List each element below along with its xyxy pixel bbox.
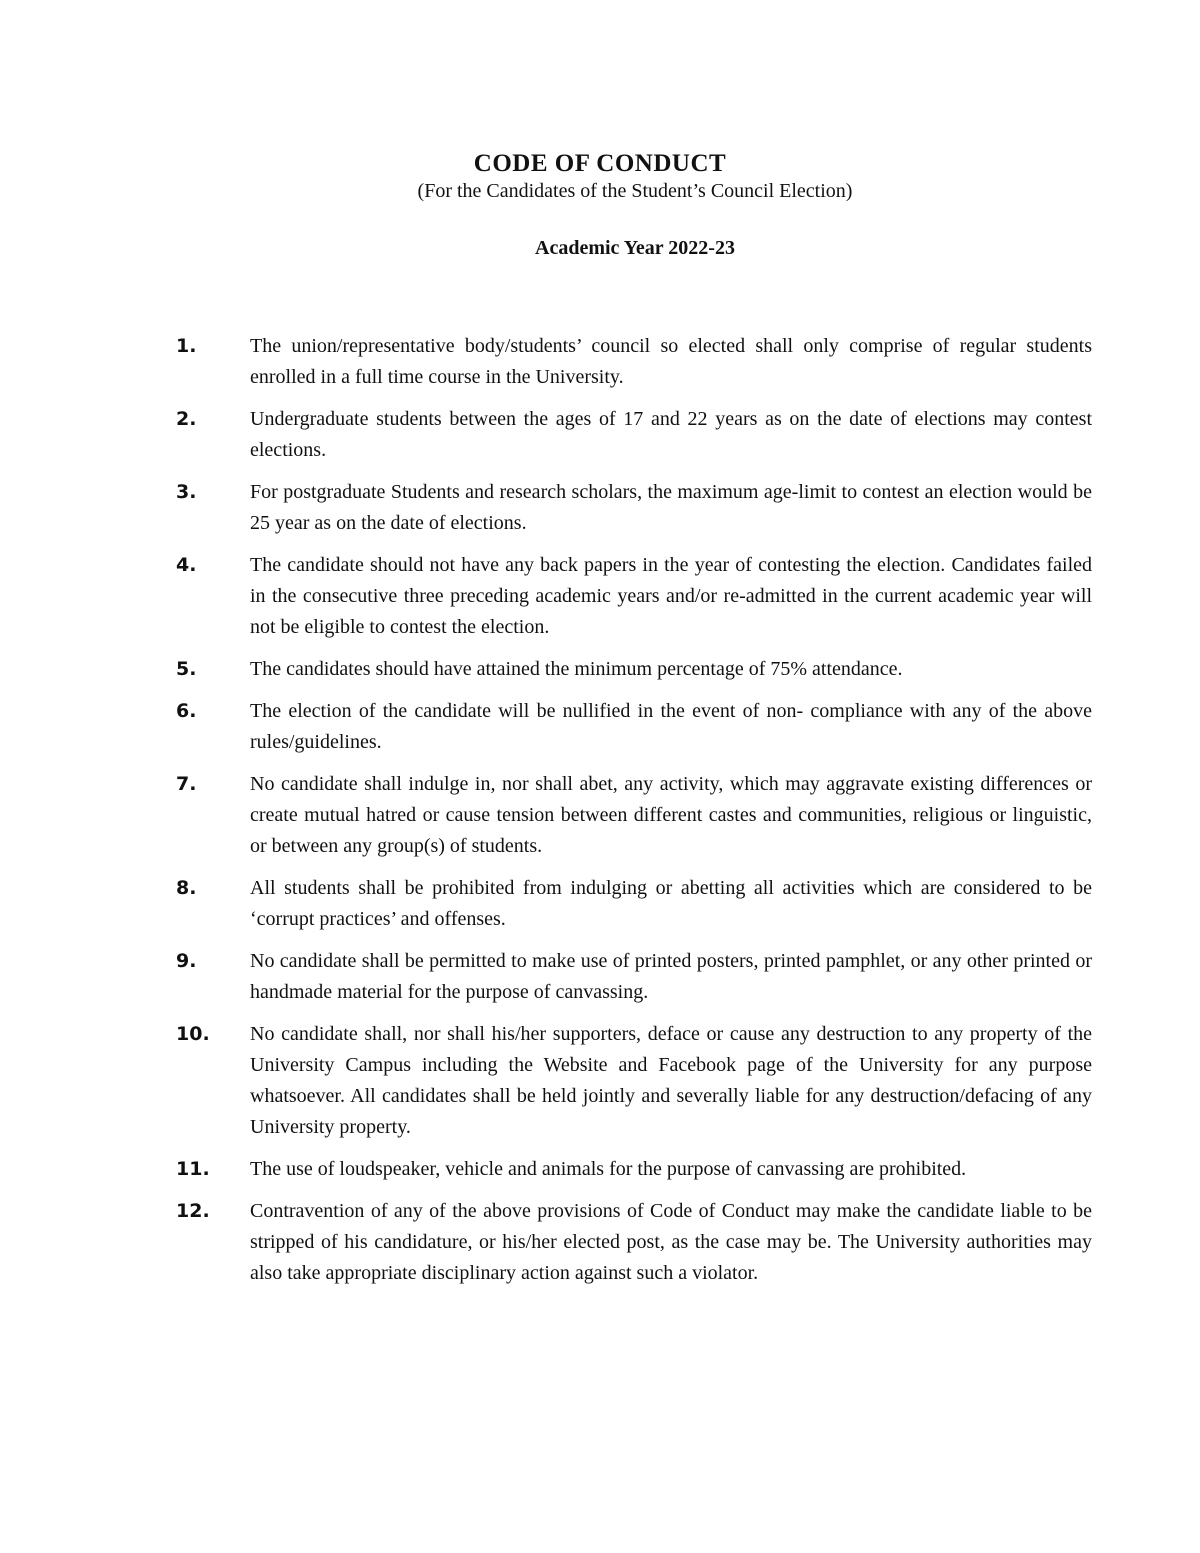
rule-number: 8. xyxy=(176,877,197,899)
rule-number: 10. xyxy=(176,1023,210,1045)
rule-text: The election of the candidate will be nullified in the event of non- compliance with any of the above rules/guidelines. xyxy=(250,700,1092,753)
rule-text: The candidates should have attained the minimum percentage of 75% attendance. xyxy=(250,658,903,680)
rule-number: 12. xyxy=(176,1200,210,1222)
rule-text: No candidate shall, nor shall his/her supporters, deface or cause any destruction to any property of the University Campus including the Website and Facebook page of the University for any purpose whatsoever. All candidates shall be held jointly and severally liable for any destruction/defacing of any University property. xyxy=(250,1023,1092,1138)
rule-text: The union/representative body/students’ council so elected shall only comprise of regular students enrolled in a full time course in the University. xyxy=(250,335,1092,388)
list-item xyxy=(176,696,1092,758)
rules-list xyxy=(176,331,1092,1300)
document-subtitle: (For the Candidates of the Student’s Council Election) xyxy=(417,180,853,202)
list-item xyxy=(176,946,1092,1008)
rule-text: Contravention of any of the above provisions of Code of Conduct may make the candidate liable to be stripped of his candidature, or his/her elected post, as the case may be. The University authorities may also take appropriate disciplinary action against such a violator. xyxy=(250,1200,1092,1284)
list-item xyxy=(176,1019,1092,1143)
academic-year-heading: Academic Year 2022-23 xyxy=(535,237,735,259)
list-item xyxy=(176,550,1092,643)
rule-text: Undergraduate students between the ages of 17 and 22 years as on the date of elections may contest elections. xyxy=(250,408,1092,461)
rule-number: 2. xyxy=(176,408,197,430)
rule-text: The candidate should not have any back papers in the year of contesting the election. Candidates failed in the consecutive three preceding academic years and/or re-admitted in the current academic year will not be eligible to contest the election. xyxy=(250,554,1092,638)
list-item xyxy=(176,404,1092,466)
rule-text: The use of loudspeaker, vehicle and animals for the purpose of canvassing are prohibited. xyxy=(250,1158,967,1180)
list-item xyxy=(176,1154,1092,1185)
rule-text: All students shall be prohibited from indulging or abetting all activities which are considered to be ‘corrupt practices’ and offenses. xyxy=(250,877,1092,930)
rule-number: 4. xyxy=(176,554,197,576)
list-item xyxy=(176,873,1092,935)
rule-number: 11. xyxy=(176,1158,210,1180)
list-item xyxy=(176,1196,1092,1289)
list-item xyxy=(176,654,1092,685)
rule-number: 1. xyxy=(176,335,197,357)
rule-text: No candidate shall be permitted to make use of printed posters, printed pamphlet, or any other printed or handmade material for the purpose of canvassing. xyxy=(250,950,1092,1003)
rule-number: 6. xyxy=(176,700,197,722)
rule-number: 5. xyxy=(176,658,197,680)
rule-number: 7. xyxy=(176,773,197,795)
list-item xyxy=(176,331,1092,393)
list-item xyxy=(176,477,1092,539)
document-title: CODE OF CONDUCT xyxy=(473,150,727,177)
list-item xyxy=(176,769,1092,862)
rule-text: For postgraduate Students and research scholars, the maximum age-limit to contest an election would be 25 year as on the date of elections. xyxy=(250,481,1092,534)
rule-text: No candidate shall indulge in, nor shall abet, any activity, which may aggravate existing differences or create mutual hatred or cause tension between different castes and communities, religious or linguistic, or between any group(s) of students. xyxy=(250,773,1092,857)
rule-number: 9. xyxy=(176,950,197,972)
rule-number: 3. xyxy=(176,481,197,503)
